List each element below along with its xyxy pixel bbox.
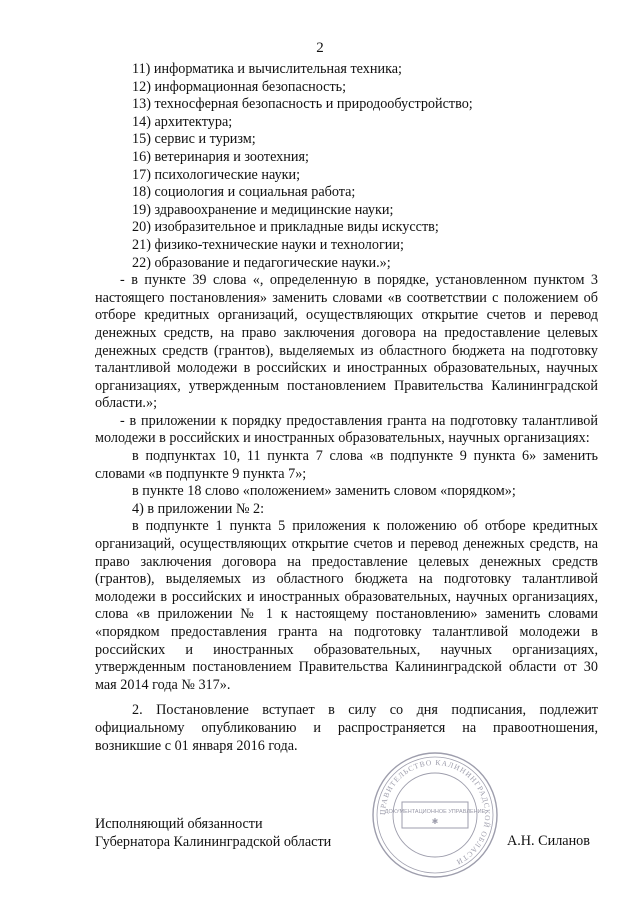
list-item: 11) информатика и вычислительная техника; (132, 61, 402, 77)
signatory-name: А.Н. Силанов (507, 833, 590, 849)
list-item: 12) информационная безопасность; (132, 78, 347, 95)
signature-title-line-1: Исполняющий обязанности (95, 816, 263, 832)
paragraph-annex: - в приложении к порядку предоставления гранта на подготовку талантливой молодежи в российских и иностранных образовательных, научных организациях: (95, 412, 598, 447)
paragraph-subpoints-10-11: в подпунктах 10, 11 пункта 7 слова «в подпункте 9 пункта 6» заменить словами «в подпункте 9 пункта 7»; (95, 448, 598, 482)
list-item: 22) образование и педагогические науки.»; (132, 254, 391, 271)
list-item: 15) сервис и туризм; (132, 131, 256, 148)
signature-title (95, 815, 331, 851)
page-number: 2 (316, 40, 324, 56)
paragraph-effective-date: 2. Постановление вступает в силу со дня подписания, подлежит официальному опубликованию и распространяется на правоотношения, возникшие с 01 января 2016 года. (95, 702, 598, 754)
list-item: 14) архитектура; (132, 113, 233, 130)
paragraph-point-18: в пункте 18 слово «положением» заменить словом «порядком»; (132, 483, 516, 500)
paragraph-annex2-header: 4) в приложении № 2: (132, 500, 265, 517)
signature-title-line-2: Губернатора Калининградской области (95, 834, 332, 850)
document-body (95, 61, 598, 755)
paragraph-p39: - в пункте 39 слова «, определенную в порядке, установленном пунктом 3 настоящего постановления» заменить словами «в соответствии с положением об отборе кредитных организаций, осуществляющих открытие счетов и перевод денежных средств, на право заключения договора на предоставление целевых денежных средств (грантов), выделяемых из областного бюджета на подготовку талантливой молодежи в российских и иностранных образовательных, научных организациях, утвержденным постановлением Правительства Калининградской области.»; (95, 272, 598, 412)
list-item: 18) социология и социальная работа; (132, 184, 356, 201)
list-item: 19) здравоохранение и медицинские науки; (132, 201, 394, 218)
stamp-ring-text: ПРАВИТЕЛЬСТВО КАЛИНИНГРАДСКОЙ ОБЛАСТИ (377, 757, 493, 867)
list-item: 21) физико-технические науки и технологии; (132, 236, 404, 253)
list-item: 16) ветеринария и зоотехния; (132, 148, 309, 165)
stamp-star-icon: ✱ (431, 817, 439, 826)
paragraph-annex2-body: в подпункте 1 пункта 5 приложения к положению об отборе кредитных организаций, осуществляющих открытие счетов и перевод денежных средств, на право заключения договора на предоставление целевых денежных средств (грантов), выделяемых из областного бюджета на подготовку талантливой молодежи в российских и иностранных образовательных, научных организациях, слова «в приложении № 1 к настоящему постановлению» заменить словами «порядком предоставления гранта на подготовку талантливой молодежи в российских и иностранных образовательных, научных организациях, утвержденным постановлением Правительства Калининградской области от 30 мая 2014 года № 317». (95, 518, 598, 693)
stamp-inner-text: ДОКУМЕНТАЦИОННОЕ УПРАВЛЕНИЕ (384, 809, 486, 815)
list-item: 20) изобразительное и прикладные виды искусств; (132, 219, 439, 236)
list-item: 13) техносферная безопасность и природообустройство; (132, 96, 473, 113)
official-stamp (370, 750, 500, 880)
list-item: 17) психологические науки; (132, 166, 301, 183)
